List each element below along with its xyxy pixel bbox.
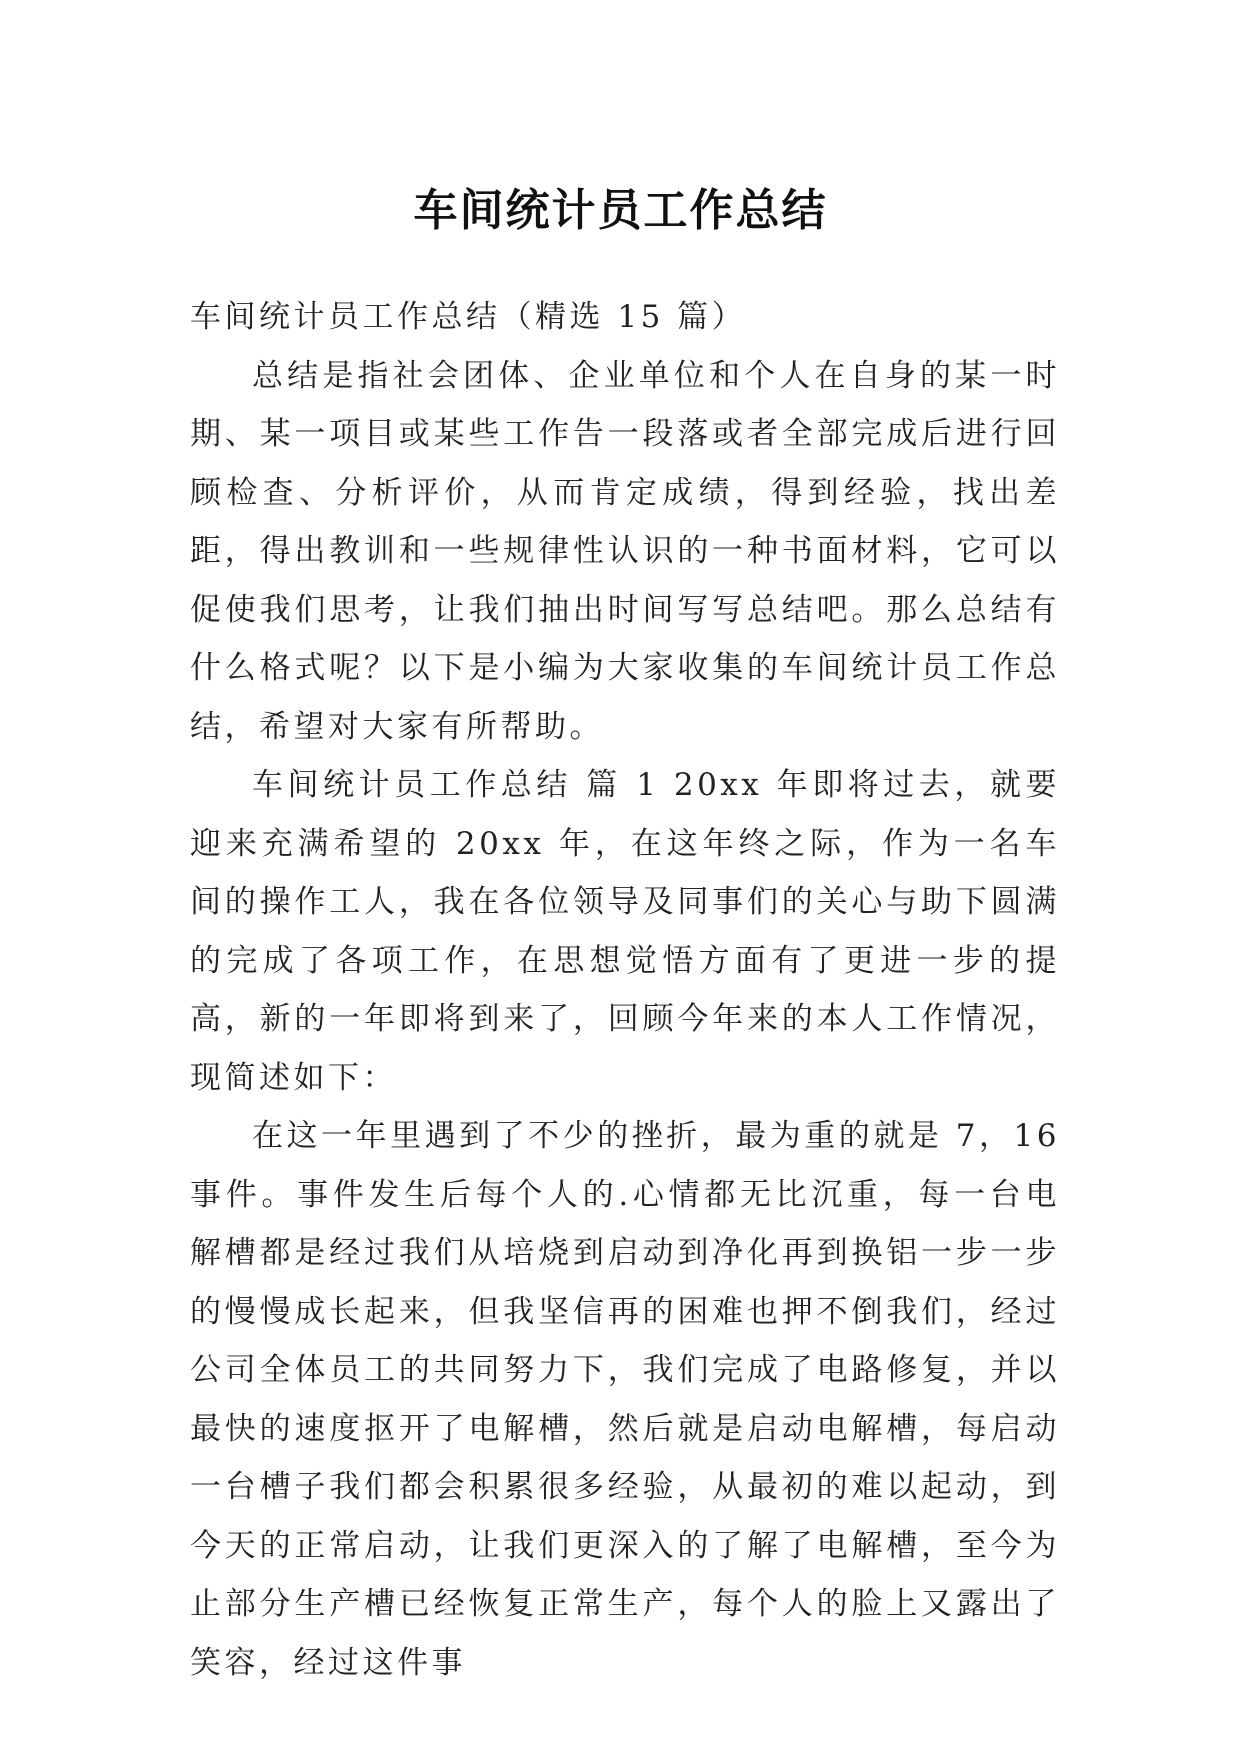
paragraph-section-1: 车间统计员工作总结 篇 1 20xx 年即将过去，就要迎来充满希望的 20xx 年，在这年终之际，作为一名车间的操作工人，我在各位领导及同事们的关心与助下圆满的完成了各项工作，在思想觉悟方面有了更进一步的提高，新的一年即将到来了，回顾今年来的本人工作情况，现简述如下： [190, 767, 1060, 1096]
document-title: 车间统计员工作总结 [413, 185, 828, 237]
paragraph-intro: 总结是指社会团体、企业单位和个人在自身的某一时期、某一项目或某些工作告一段落或者全部完成后进行回顾检查、分析评价，从而肯定成绩，得到经验，找出差距，得出教训和一些规律性认识的一种书面材料，它可以促使我们思考，让我们抽出时间写写总结吧。那么总结有什么格式呢？以下是小编为大家收集的车间统计员工作总结，希望对大家有所帮助。 [190, 357, 1060, 745]
document-subtitle: 车间统计员工作总结（精选 15 篇） [190, 299, 747, 335]
document-body [190, 288, 1060, 1692]
paragraph-section-1-cont: 在这一年里遇到了不少的挫折，最为重的就是 7，16 事件。事件发生后每个人的.心情都无比沉重，每一台电解槽都是经过我们从培烧到启动到净化再到换铝一步一步的慢慢成长起来，但我坚信再的困难也押不倒我们，经过公司全体员工的共同努力下，我们完成了电路修复，并以最快的速度抠开了电解槽，然后就是启动电解槽，每启动一台槽子我们都会积累很多经验，从最初的难以起动，到今天的正常启动，让我们更深入的了解了电解槽，至今为止部分生产槽已经恢复正常生产，每个人的脸上又露出了笑容，经过这件事 [190, 1118, 1060, 1681]
